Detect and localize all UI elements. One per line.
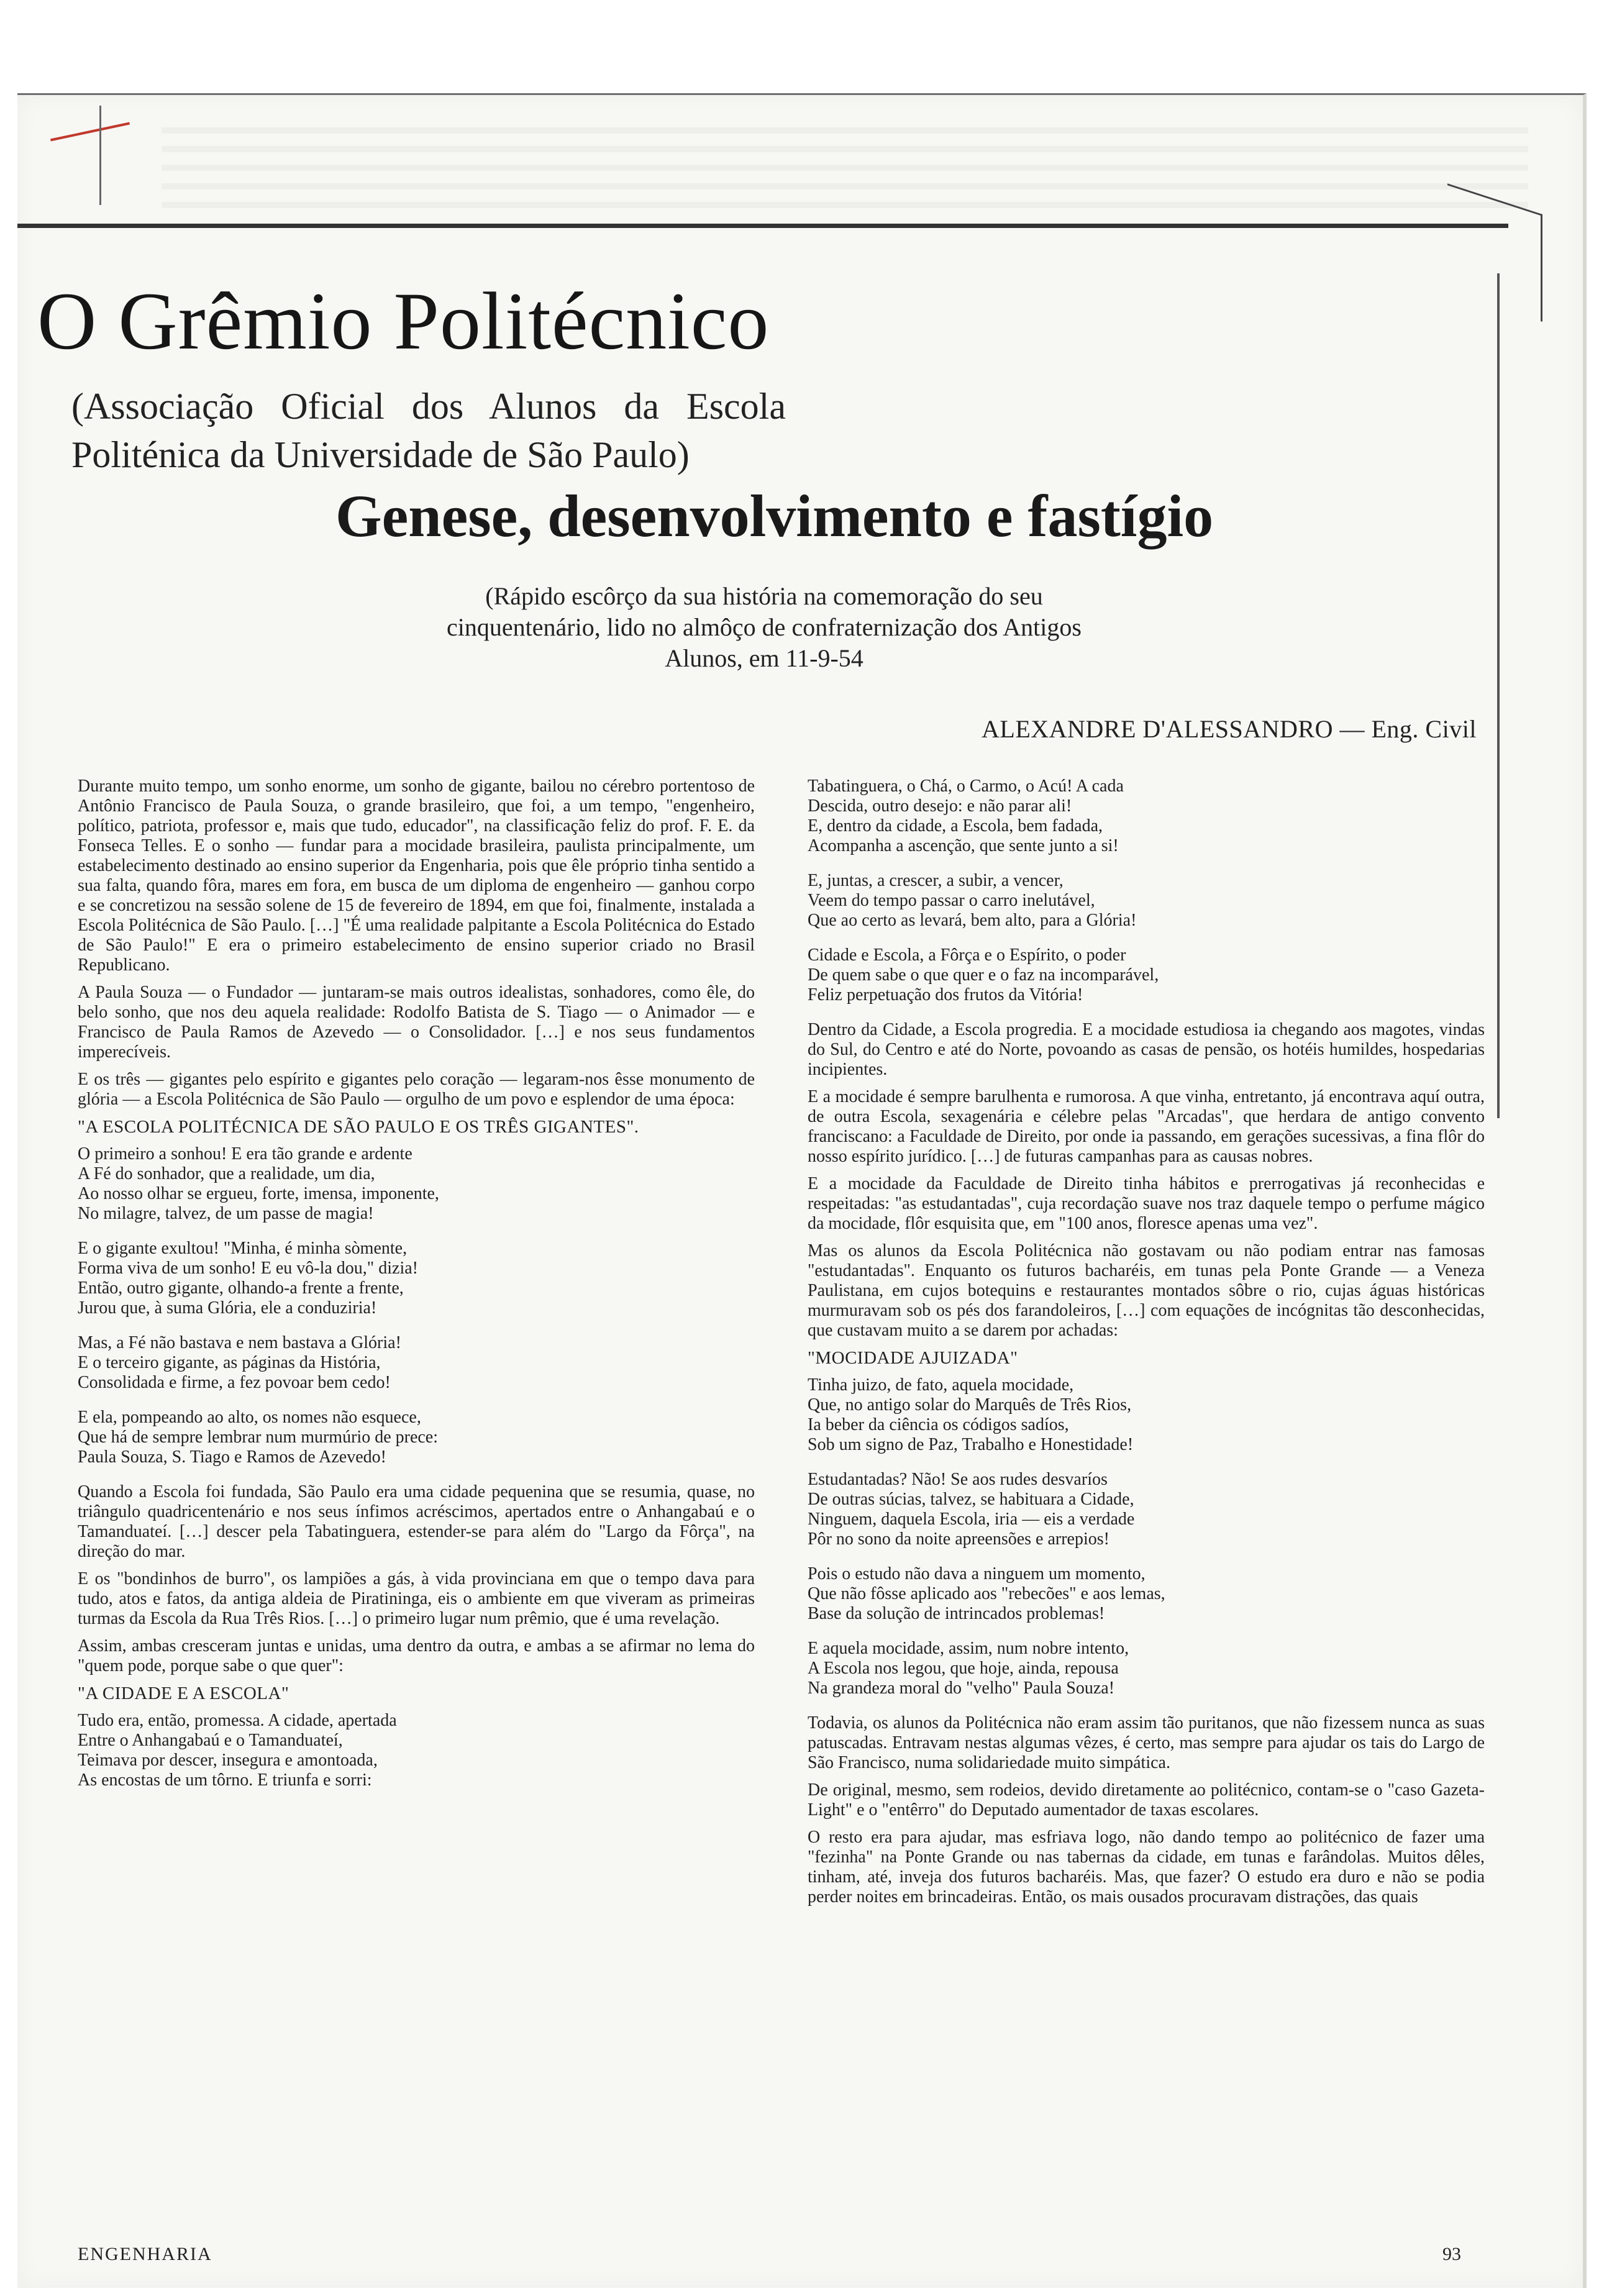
verse-line: Veem do tempo passar o carro inelutável, <box>808 891 1095 910</box>
paragraph: E os "bondinhos de burro", os lampiões a gás, à vida provinciana em que o tempo dava para tudo, atos e fatos, da antiga aldeia de Piratininga, eis o ambiente em que viveram as primeiras turmas da Escola da Rua Três Rios. […] o primeiro lugar num prêmio, que é uma revelação. <box>78 1569 755 1628</box>
verse-line: Entre o Anhangabaú e o Tamanduateí, <box>78 1731 343 1750</box>
stanza <box>808 1470 1485 1549</box>
left-column <box>78 777 755 2168</box>
verse-line: Sob um signo de Paz, Trabalho e Honestidade! <box>808 1435 1134 1454</box>
verse-line: E, juntas, a crescer, a subir, a vencer, <box>808 871 1064 890</box>
verse-line: No milagre, talvez, de um passe de magia! <box>78 1204 374 1223</box>
verse-line: E ela, pompeando ao alto, os nomes não esquece, <box>78 1408 421 1427</box>
stanza <box>808 871 1485 931</box>
article-subtitle: (Associação Oficial dos Alunos da Escola Politénica da Universidade de São Paulo) <box>71 386 786 475</box>
paragraph: De original, mesmo, sem rodeios, devido diretamente ao politécnico, contam-se o "caso Gazeta-Light" e o "entêrro" do Deputado aumentador de taxas escolares. <box>808 1780 1485 1820</box>
paragraph: A Paula Souza — o Fundador — juntaram-se mais outros idealistas, sonhadores, como êle, do belo sonho, que nos deu aquela realidade: Rodolfo Batista de S. Tiago — o Animador — e Francisco de Paula Ramos de Azevedo — o Consolidador. […] e nos seus fundamentos imperecíveis. <box>78 983 755 1062</box>
verse-line: Base da solução de intrincados problemas! <box>808 1604 1105 1623</box>
paragraph: E a mocidade da Faculdade de Direito tinha hábitos e prerrogativas já reconhecidas e respeitadas: "as estudantadas", cuja recordação suave nos traz daquele tempo o perfume mágico da mocidade, flôr esquisita que, em "100 anos, floresce apenas uma vez". <box>808 1174 1485 1233</box>
paragraph: O resto era para ajudar, mas esfriava logo, não dando tempo ao politécnico de fazer uma "fezinha" na Ponte Grande ou nas tabernas da cidade, em tunas e farândolas. Muitos dêles, tinham, até, inveja dos futuros bacharéis. Mas, que fazer? O estudo era duro e não se podia perder noites em brincadeiras. Então, os mais ousados procuravam distrações, das quais <box>808 1828 1485 1906</box>
verse-line: Pois o estudo não dava a ninguem um momento, <box>808 1564 1146 1583</box>
stanza <box>78 1144 755 1224</box>
verse-line: Tudo era, então, promessa. A cidade, apertada <box>78 1711 397 1730</box>
verse-line: Tabatinguera, o Chá, o Carmo, o Acú! A cada <box>808 777 1124 796</box>
verse-line: E aquela mocidade, assim, num nobre intento, <box>808 1639 1129 1658</box>
right-column <box>808 777 1485 2168</box>
dedication-note: (Rápido escôrço da sua história na comemoração do seu cinquentenário, lido no almôço de confraternização dos Antigos Alunos, em 11-9-54 <box>447 582 1082 672</box>
verse-line: De outras súcias, talvez, se habituara a Cidade, <box>808 1490 1134 1509</box>
stanza <box>78 1711 755 1790</box>
article-headline: Genese, desenvolvimento e fastígio <box>335 483 1214 549</box>
paragraph: Todavia, os alunos da Politécnica não eram assim tão puritanos, que não fizessem nunca as suas patuscadas. Entravam nestas algumas vêzes, é certo, mas sempre para ajudar os tais do Largo de São Francisco, numa solidariedade muito simpática. <box>808 1713 1485 1772</box>
verse-line: Que não fôsse aplicado aos "rebecões" e aos lemas, <box>808 1584 1165 1603</box>
verse-line: Ia beber da ciência os códigos sadíos, <box>808 1415 1069 1434</box>
paragraph: Durante muito tempo, um sonho enorme, um sonho de gigante, bailou no cérebro portentoso de Antônio Francisco de Paula Souza, o grande brasileiro, que foi, a um tempo, "engenheiro, político, patriota, professor e, mais que tudo, educador", na classificação feliz do prof. F. E. da Fonseca Telles. E o sonho — fundar para a mocidade brasileira, paulista principalmente, um estabelecimento destinado ao ensino superior da Engenharia, pois que êle próprio tinha sentido a sua falta, quando fôra, mares em fora, em busca de um diploma de engenheiro — ganhou corpo e se concretizou na sessão solene de 15 de fevereiro de 1894, em que foi, finalmente, instalada a Escola Politécnica de São Paulo. […] "É uma realidade palpitante a Escola Politécnica do Estado de São Paulo!" E era o primeiro estabelecimento de ensino superior criado no Brasil Republicano. <box>78 777 755 975</box>
verse-line: E o gigante exultou! "Minha, é minha sòmente, <box>78 1239 408 1258</box>
stanza <box>808 1375 1485 1455</box>
verse-line: O primeiro a sonhou! E era tão grande e ardente <box>78 1144 412 1164</box>
verse-line: A Escola nos legou, que hoje, ainda, repousa <box>808 1659 1119 1678</box>
verse-line: Teimava por descer, insegura e amontoada, <box>78 1751 378 1770</box>
article-title: O Grêmio Politécnico <box>37 275 770 367</box>
verse-line: Ao nosso olhar se ergueu, forte, imensa, imponente, <box>78 1184 439 1203</box>
stanza <box>808 777 1485 856</box>
verse-line: Acompanha a ascenção, que sente junto a si! <box>808 836 1119 855</box>
verse-line: Então, outro gigante, olhando-a frente a frente, <box>78 1278 404 1298</box>
verse-line: Na grandeza moral do "velho" Paula Souza! <box>808 1679 1115 1698</box>
verse-line: Descida, outro desejo: e não parar ali! <box>808 796 1072 816</box>
verse-line: A Fé do sonhador, que a realidade, um dia, <box>78 1164 375 1183</box>
page-number: 93 <box>1442 2244 1461 2264</box>
article-header <box>0 0 1599 770</box>
verse-line: E, dentro da cidade, a Escola, bem fadada, <box>808 816 1103 836</box>
verse-line: Tinha juizo, de fato, aquela mocidade, <box>808 1375 1074 1395</box>
verse-line: De quem sabe o que quer e o faz na incomparável, <box>808 965 1159 985</box>
stanza <box>78 1239 755 1318</box>
verse-line: Ninguem, daquela Escola, iria — eis a verdade <box>808 1510 1135 1529</box>
poem-heading: "A ESCOLA POLITÉCNICA DE SÃO PAULO E OS TRÊS GIGANTES". <box>78 1117 639 1137</box>
paragraph: E a mocidade é sempre barulhenta e rumorosa. A que vinha, entretanto, já encontrava aquí outra, de outra Escola, sexagenária e célebre pelas "Arcadas", que herdara de antigo convento franciscano: a Faculdade de Direito, por onde ia passando, em gerações sucessivas, a fina flôr do nosso espírito jurídico. […] de futuras campanhas para as causas nobres. <box>808 1087 1485 1166</box>
verse-line: Consolidada e firme, a fez povoar bem cedo! <box>78 1373 391 1392</box>
verse-line: Feliz perpetuação dos frutos da Vitória! <box>808 985 1083 1004</box>
paragraph: E os três — gigantes pelo espírito e gigantes pelo coração — legaram-nos êsse monumento de glória — a Escola Politécnica de São Paulo — orgulho de um povo e esplendor de uma época: <box>78 1070 755 1109</box>
paragraph: Mas os alunos da Escola Politécnica não gostavam ou não podiam entrar nas famosas "estudantadas". Enquanto os futuros bacharéis, em tunas pela Ponte Grande — a Veneza Paulistana, em cujos botequins e restaurantes montados sôbre o rio, cujas águas históricas murmuravam sob os pés dos farandoleiros, […] com equações de incógnitas tão desconhecidas, que custavam muito a se darem por achadas: <box>808 1241 1485 1340</box>
verse-line: Forma viva de um sonho! E eu vô-la dou," dizia! <box>78 1259 418 1278</box>
poem-heading: "A CIDADE E A ESCOLA" <box>78 1683 289 1703</box>
paragraph: Dentro da Cidade, a Escola progredia. E a mocidade estudiosa ia chegando aos magotes, vindas do Sul, do Centro e até do Norte, povoando as casas de pensão, os hotéis humildes, hospedarias incipientes. <box>808 1020 1485 1079</box>
stanza <box>78 1408 755 1467</box>
verse-line: Estudantadas? Não! Se aos rudes desvaríos <box>808 1470 1108 1489</box>
paragraph: Quando a Escola foi fundada, São Paulo era uma cidade pequenina que se resumia, quase, no triângulo quadricentenário e nos seus ínfimos acréscimos, apertados entre o Anhangabaú e o Tamanduateí. […] descer pela Tabatinguera, estender-se para além do "Largo da Fôrça", na direção do mar. <box>78 1482 755 1561</box>
stanza <box>808 1639 1485 1698</box>
verse-line: Que há de sempre lembrar num murmúrio de prece: <box>78 1428 439 1447</box>
verse-line: Paula Souza, S. Tiago e Ramos de Azevedo! <box>78 1447 386 1467</box>
verse-line: Cidade e Escola, a Fôrça e o Espírito, o poder <box>808 945 1126 965</box>
verse-line: As encostas de um tôrno. E triunfa e sorri: <box>78 1770 372 1790</box>
author-byline: ALEXANDRE D'ALESSANDRO — Eng. Civil <box>982 715 1477 743</box>
verse-line: E o terceiro gigante, as páginas da História, <box>78 1353 381 1372</box>
verse-line: Jurou que, à suma Glória, ele a conduziria! <box>78 1298 377 1318</box>
verse-line: Que, no antigo solar do Marquês de Três Rios, <box>808 1395 1132 1414</box>
stanza <box>808 945 1485 1005</box>
verse-line: Mas, a Fé não bastava e nem bastava a Glória! <box>78 1333 401 1352</box>
poem-heading: "MOCIDADE AJUIZADA" <box>808 1348 1018 1368</box>
paragraph: Assim, ambas cresceram juntas e unidas, uma dentro da outra, e ambas a se afirmar no lema do "quem pode, porque sabe o que quer": <box>78 1636 755 1675</box>
verse-line: Pôr no sono da noite apreensões e arrepios! <box>808 1529 1109 1549</box>
magazine-name: ENGENHARIA <box>78 2244 212 2264</box>
stanza <box>808 1564 1485 1624</box>
stanza <box>78 1333 755 1393</box>
verse-line: Que ao certo as levará, bem alto, para a Glória! <box>808 911 1137 930</box>
